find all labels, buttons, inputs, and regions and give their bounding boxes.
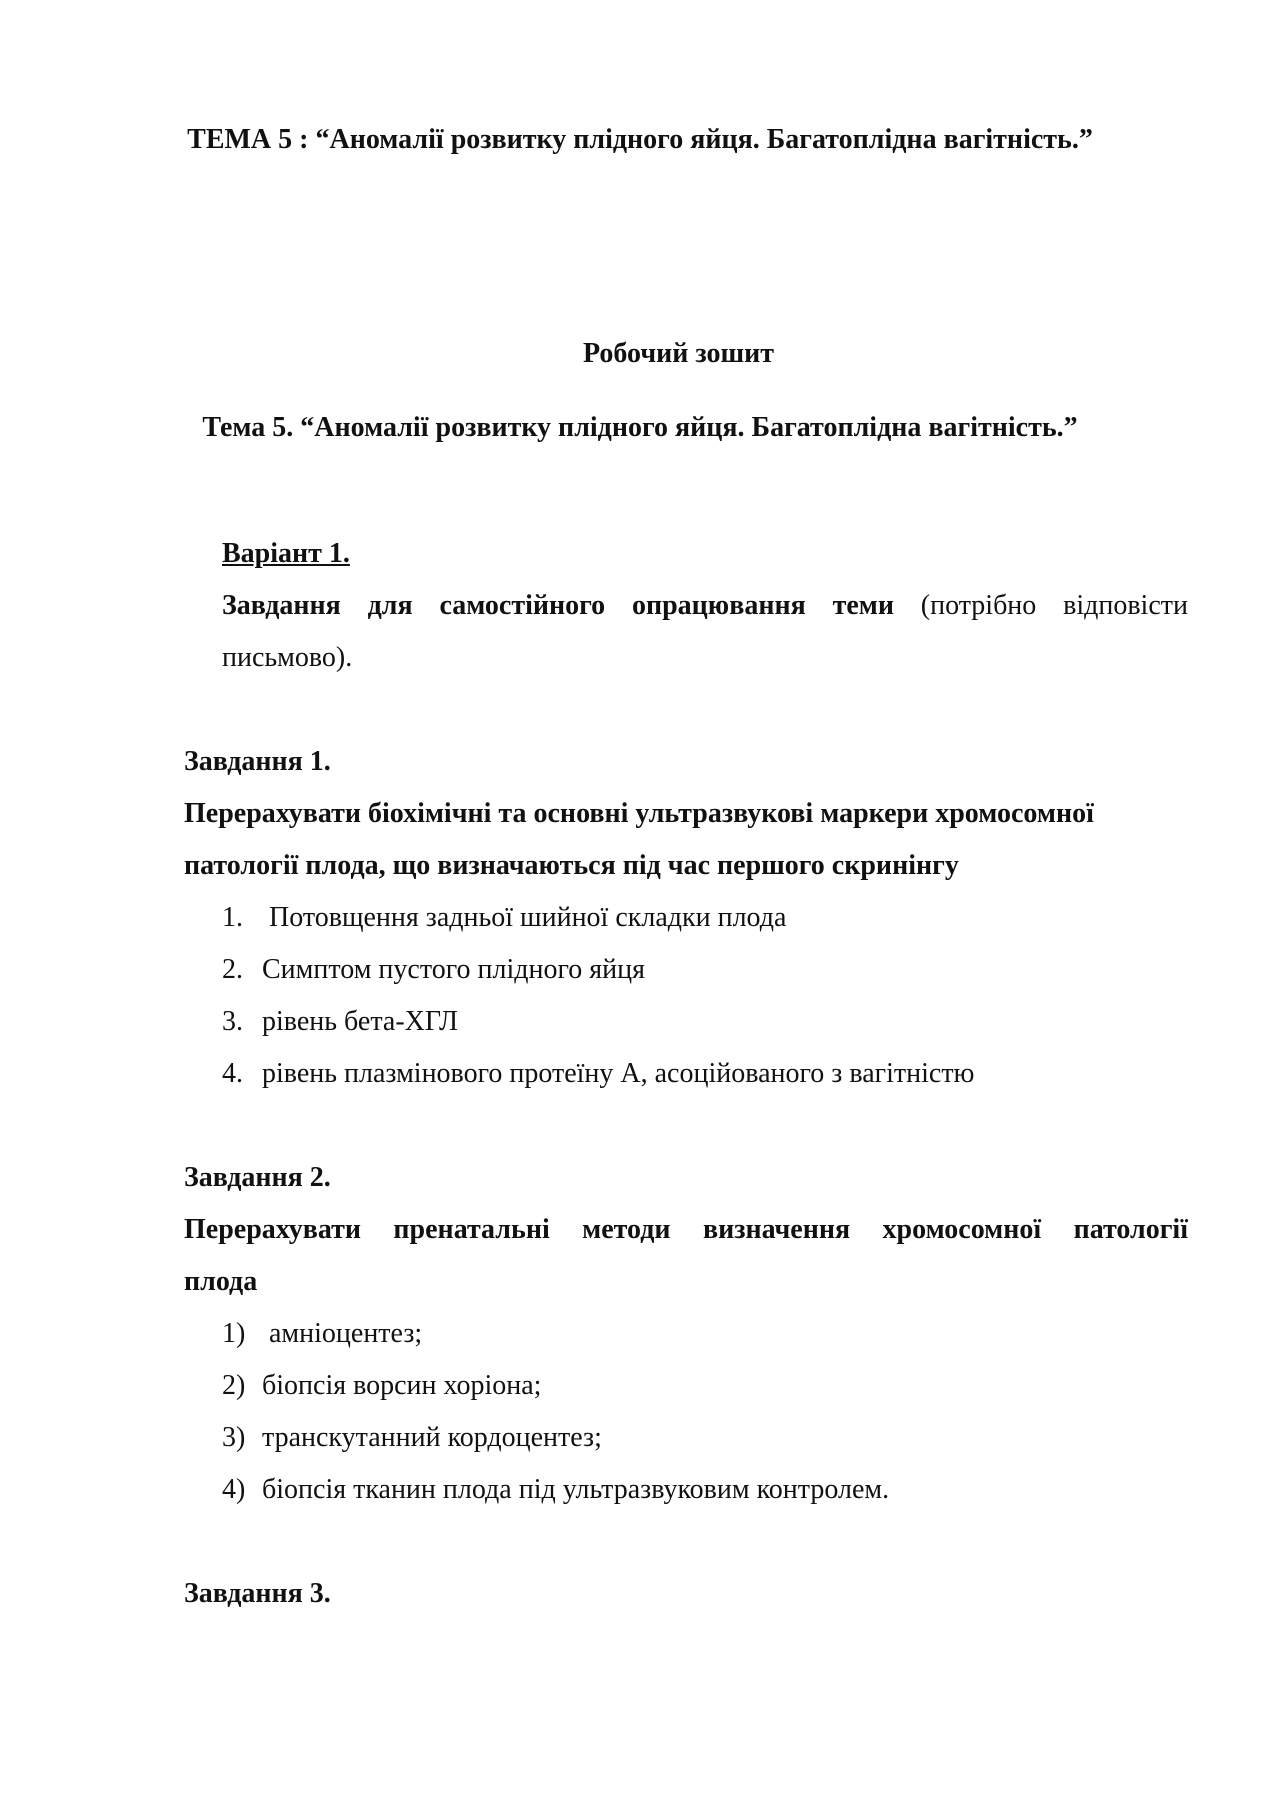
list-number: 1. (222, 902, 243, 933)
list-text: Потовщення задньої шийної складки плода (262, 902, 787, 933)
list-number: 3) (222, 1422, 246, 1453)
prompt-word: методи (582, 1214, 671, 1245)
instruction-word: (потрібно (920, 590, 1037, 621)
task-2-heading: Завдання 2. (184, 1162, 331, 1193)
list-item (222, 1421, 602, 1455)
workbook-title: Робочий зошит (583, 338, 774, 369)
prompt-word: Перерахувати (184, 1214, 361, 1245)
list-item (222, 1057, 974, 1091)
instruction-word: теми (832, 590, 894, 621)
list-item (222, 1317, 422, 1351)
list-text: біопсія ворсин хоріона; (262, 1370, 542, 1401)
list-text: рівень бета-ХГЛ (262, 1006, 458, 1037)
list-item (222, 1369, 541, 1403)
list-item (222, 901, 786, 935)
task-2-prompt-line-1 (184, 1213, 1188, 1247)
list-item (222, 1473, 889, 1507)
prompt-word: пренатальні (393, 1214, 550, 1245)
instruction-word: для (367, 590, 413, 621)
list-text: рівень плазмінового протеїну А, асоційованого з вагітністю (262, 1058, 975, 1089)
theme-title: ТЕМА 5 : “Аномалії розвитку плідного яйця. Багатоплідна вагітність.” (187, 124, 1093, 155)
list-number: 4) (222, 1474, 246, 1505)
task-1-heading: Завдання 1. (184, 746, 331, 777)
instruction-word: відповісти (1063, 590, 1188, 621)
instruction-word: самостійного (439, 590, 606, 621)
instruction-line-1 (222, 589, 1188, 623)
task-3-heading: Завдання 3. (184, 1578, 331, 1609)
task-2-prompt-line-2: плода (184, 1266, 258, 1297)
list-number: 1) (222, 1318, 246, 1349)
list-number: 2) (222, 1370, 246, 1401)
workbook-subtitle: Тема 5. “Аномалії розвитку плідного яйця. Багатоплідна вагітність.” (202, 412, 1078, 443)
prompt-word: патології (1073, 1214, 1188, 1245)
instruction-line-2: письмово). (222, 642, 353, 673)
task-1-prompt-line-1: Перерахувати біохімічні та основні ультразвукові маркери хромосомної (184, 798, 1094, 829)
list-text: амніоцентез; (262, 1318, 423, 1349)
list-number: 4. (222, 1058, 243, 1089)
prompt-word: визначення (702, 1214, 851, 1245)
list-text: транскутанний кордоцентез; (262, 1422, 602, 1453)
list-text: біопсія тканин плода під ультразвуковим контролем. (262, 1474, 890, 1505)
list-number: 2. (222, 954, 243, 985)
instruction-word: Завдання (222, 590, 341, 621)
prompt-word: хромосомної (882, 1214, 1042, 1245)
task-1-prompt-line-2: патології плода, що визначаються під час першого скринінгу (184, 850, 959, 881)
list-item (222, 1005, 458, 1039)
list-item (222, 953, 645, 987)
list-text: Симптом пустого плідного яйця (262, 954, 645, 985)
variant-label: Варіант 1. (222, 538, 350, 569)
list-number: 3. (222, 1006, 243, 1037)
instruction-word: опрацювання (631, 590, 806, 621)
